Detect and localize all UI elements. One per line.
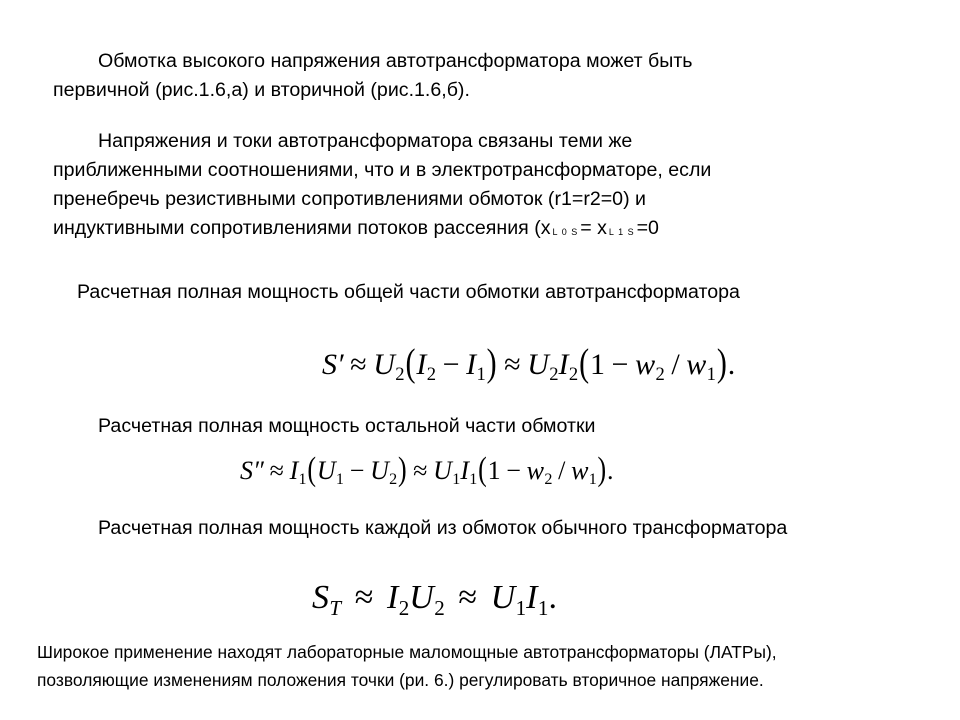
closing-line-1: Широкое применение находят лабораторные маломощные автотрансформаторы (ЛАТРы), bbox=[37, 642, 777, 662]
formula-symbol: ) bbox=[716, 341, 727, 385]
formula-subscript: 1 bbox=[452, 471, 461, 489]
formula-symbol: w bbox=[635, 348, 656, 381]
formula-2-token bbox=[398, 446, 407, 493]
formula-symbol: U bbox=[373, 348, 395, 381]
formula-symbol: S bbox=[312, 579, 329, 616]
formula-symbol: 1 bbox=[487, 456, 501, 485]
formula-symbol: ( bbox=[478, 450, 487, 489]
formula-2-token bbox=[350, 453, 365, 489]
formula-3-token bbox=[526, 574, 548, 623]
formula-2-token bbox=[571, 453, 597, 492]
formula-2-token bbox=[527, 453, 553, 492]
formula-symbol: − bbox=[442, 348, 460, 381]
formula-1-token bbox=[635, 344, 665, 388]
formula-subscript: T bbox=[329, 595, 342, 620]
formula-2-token bbox=[506, 453, 521, 489]
heading-common-part: Расчетная полная мощность общей части обмотки автотрансформатора bbox=[77, 281, 740, 303]
formula-symbol: I bbox=[466, 348, 477, 381]
formula-1-token bbox=[559, 344, 579, 388]
formula-3-token bbox=[458, 574, 477, 622]
formula-subscript: 2 bbox=[398, 595, 410, 620]
formula-symbol: U bbox=[370, 456, 389, 485]
formula-subscript: 1 bbox=[706, 363, 716, 385]
formula-symbol: U bbox=[490, 579, 516, 616]
paragraph-2-line-2: приближенными соотношениями, что и в электротрансформаторе, если bbox=[53, 159, 712, 181]
formula-symbol: ( bbox=[405, 341, 416, 385]
paragraph-1-line-2: первичной (рис.1.6,а) и вторичной (рис.1.6,б). bbox=[53, 79, 470, 101]
paragraph-1-line-1: Обмотка высокого напряжения автотрансформатора может быть bbox=[98, 50, 693, 72]
formula-2-token bbox=[240, 453, 264, 489]
paragraph-2-line-4 bbox=[53, 217, 659, 243]
formula-1-token bbox=[504, 344, 520, 386]
formula-2-token bbox=[433, 453, 460, 492]
formula-subscript: 1 bbox=[298, 471, 307, 489]
formula-2-token bbox=[270, 453, 284, 489]
formula-remaining-part-power bbox=[240, 450, 614, 492]
formula-subscript: 2 bbox=[655, 363, 665, 385]
formula-1-token bbox=[728, 344, 736, 386]
formula-symbol: − bbox=[349, 456, 365, 485]
formula-1-token bbox=[487, 336, 497, 391]
formula-subscript: 1 bbox=[476, 363, 486, 385]
formula-2-token bbox=[307, 446, 316, 493]
formula-symbol: I bbox=[387, 579, 399, 616]
formula-subscript: 1 bbox=[515, 595, 527, 620]
formula-subscript: 2 bbox=[426, 363, 436, 385]
formula-symbol: ) bbox=[597, 450, 607, 489]
formula-symbol: w bbox=[526, 456, 545, 485]
formula-symbol: . bbox=[548, 579, 557, 616]
formula-1-token bbox=[527, 344, 558, 388]
heading-remaining-part: Расчетная полная мощность остальной части обмотки bbox=[98, 415, 596, 437]
formula-3-token bbox=[409, 574, 445, 623]
formula-2-token bbox=[607, 453, 614, 489]
formula-symbol: ≈ bbox=[458, 579, 478, 616]
formula-1-token bbox=[717, 336, 727, 391]
formula-1-token bbox=[416, 344, 436, 388]
formula-symbol: − bbox=[611, 348, 629, 381]
formula-symbol: ( bbox=[579, 341, 590, 385]
formula-symbol: I bbox=[460, 456, 469, 485]
formula-subscript: 2 bbox=[434, 595, 445, 620]
formula-subscript: 1 bbox=[537, 595, 549, 620]
formula-subscript: 2 bbox=[544, 471, 553, 489]
formula-symbol: ≈ bbox=[413, 456, 428, 485]
formula-symbol: ≈ bbox=[504, 348, 521, 381]
formula-2-token bbox=[558, 453, 565, 489]
formula-3-token bbox=[548, 574, 557, 622]
formula-symbol: I bbox=[416, 348, 427, 381]
formula-3-token bbox=[312, 574, 341, 623]
formula-2-token bbox=[413, 453, 427, 489]
paragraph-2-line-4-end: =0 bbox=[636, 217, 659, 239]
paragraph-2-line-3: пренебречь резистивными сопротивлениями обмоток (r1=r2=0) и bbox=[53, 188, 646, 210]
formula-symbol: ≈ bbox=[354, 579, 374, 616]
formula-symbol: U bbox=[527, 348, 549, 381]
formula-symbol: w bbox=[686, 348, 707, 381]
formula-subscript: 2 bbox=[568, 363, 579, 385]
formula-symbol: / bbox=[671, 348, 680, 381]
formula-ordinary-transformer-power bbox=[312, 574, 557, 623]
formula-symbol: S′ bbox=[322, 348, 344, 381]
closing-line-2: позволяющие изменениям положения точки (ри. 6.) регулировать вторичное напряжение. bbox=[37, 670, 764, 690]
formula-symbol: U bbox=[316, 456, 336, 485]
formula-symbol: − bbox=[506, 456, 521, 485]
formula-symbol: / bbox=[558, 456, 566, 485]
formula-2-token bbox=[317, 453, 344, 492]
formula-symbol: ≈ bbox=[350, 348, 367, 381]
formula-3-token bbox=[387, 574, 409, 623]
formula-symbol: ) bbox=[486, 341, 497, 385]
formula-1-token bbox=[579, 336, 589, 391]
formula-1-token bbox=[686, 344, 716, 388]
formula-symbol: ) bbox=[398, 450, 407, 489]
formula-symbol: S″ bbox=[240, 456, 264, 485]
formula-1-token bbox=[466, 344, 486, 388]
subscript-l0s: L 0 S bbox=[552, 227, 579, 237]
formula-1-token bbox=[671, 344, 679, 386]
formula-symbol: ≈ bbox=[269, 456, 284, 485]
formula-1-token bbox=[612, 344, 629, 386]
formula-symbol: . bbox=[727, 348, 736, 381]
formula-2-token bbox=[370, 453, 397, 492]
formula-symbol: ( bbox=[307, 450, 317, 489]
formula-symbol: I bbox=[558, 348, 569, 381]
formula-subscript: 2 bbox=[389, 471, 398, 489]
formula-symbol: w bbox=[571, 456, 589, 485]
formula-subscript: 1 bbox=[588, 471, 597, 489]
formula-symbol: I bbox=[289, 456, 299, 485]
formula-common-part-power bbox=[322, 341, 736, 388]
formula-subscript: 1 bbox=[335, 471, 344, 489]
heading-ordinary-transformer: Расчетная полная мощность каждой из обмоток обычного трансформатора bbox=[98, 517, 788, 539]
paragraph-2-line-1: Напряжения и токи автотрансформатора связаны теми же bbox=[98, 130, 633, 152]
formula-1-token bbox=[590, 344, 605, 386]
formula-symbol: . bbox=[606, 456, 614, 485]
formula-symbol: U bbox=[409, 579, 434, 616]
formula-1-token bbox=[443, 344, 460, 386]
formula-1-token bbox=[405, 336, 415, 391]
formula-symbol: I bbox=[526, 579, 538, 616]
formula-symbol: U bbox=[433, 456, 452, 485]
formula-subscript: 1 bbox=[469, 471, 478, 489]
formula-3-token bbox=[355, 574, 374, 622]
paragraph-2-line-4-text: индуктивными сопротивлениями потоков рассеяния (x bbox=[53, 217, 551, 239]
formula-1-token bbox=[350, 344, 366, 386]
formula-1-token bbox=[322, 344, 344, 386]
subscript-l1s: L 1 S bbox=[608, 227, 635, 237]
formula-2-token bbox=[478, 446, 487, 493]
formula-subscript: 2 bbox=[395, 363, 405, 385]
formula-symbol: 1 bbox=[589, 348, 605, 381]
formula-subscript: 2 bbox=[549, 363, 559, 385]
formula-2-token bbox=[598, 446, 607, 493]
formula-2-token bbox=[488, 453, 501, 489]
formula-1-token bbox=[373, 344, 404, 388]
formula-2-token bbox=[290, 453, 307, 492]
formula-2-token bbox=[460, 453, 477, 492]
formula-3-token bbox=[491, 574, 527, 623]
paragraph-2-line-4-equals: = x bbox=[580, 217, 607, 239]
